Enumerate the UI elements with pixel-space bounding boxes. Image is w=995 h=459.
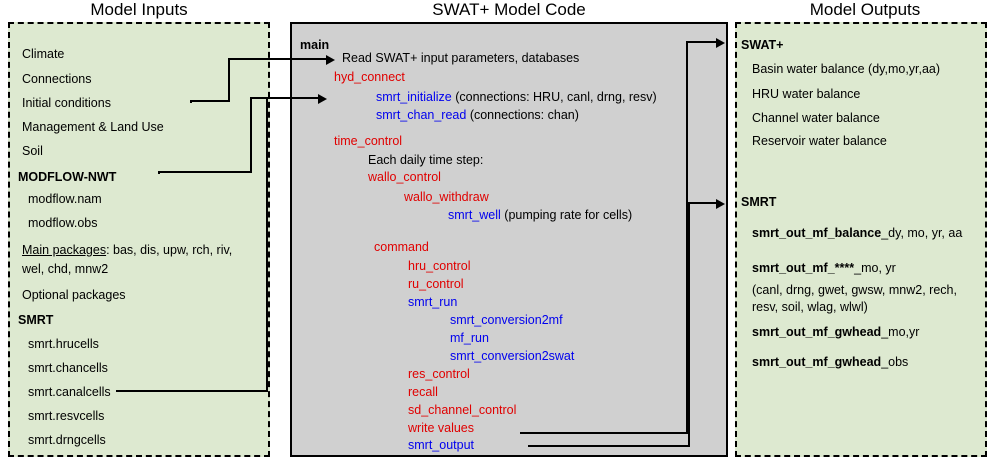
connector-inputs-1-h0 — [190, 100, 230, 102]
code-recall: recall — [408, 385, 438, 399]
connector-out-2-h2 — [688, 202, 718, 204]
arrow-head-smrt-initialize — [318, 94, 327, 104]
code-smrt-initialize-note: (connections: HRU, canl, drng, resv) — [455, 90, 657, 104]
connector-inputs-3-v — [266, 98, 268, 392]
input-main-packages-value: : bas, dis, upw, rch, riv, — [106, 243, 233, 257]
code-smrt-output: smrt_output — [408, 438, 475, 452]
output-item-mf-star-rest: _mo, yr — [854, 261, 896, 275]
title-model-code: SWAT+ Model Code — [432, 0, 586, 19]
code-sd-channel-control: sd_channel_control — [408, 403, 517, 417]
code-mf-run: mf_run — [450, 331, 489, 345]
output-item-mf-star-list1: (canl, drng, gwet, gwsw, mnw2, rech, — [752, 283, 957, 297]
code-smrt-initialize-name: smrt_initialize — [376, 90, 452, 104]
connector-out-2-h — [528, 445, 690, 447]
input-item-modflow-nam: modflow.nam — [28, 192, 102, 206]
input-item-modflow-obs: modflow.obs — [28, 216, 98, 230]
output-item-gwhead-obs — [752, 355, 908, 369]
connector-inputs-2-v — [250, 97, 252, 173]
input-item-management-land-use: Management & Land Use — [22, 120, 164, 134]
output-item-hru-wb: HRU water balance — [752, 87, 861, 101]
output-item-gwhead-obs-rest: _obs — [881, 355, 909, 369]
code-hyd-connect: hyd_connect — [334, 70, 405, 84]
connector-out-2-v — [688, 202, 690, 447]
output-item-mf-balance-bold: smrt_out_mf_balance — [752, 226, 882, 240]
output-item-basin-wb: Basin water balance (dy,mo,yr,aa) — [752, 62, 941, 76]
arrow-head-swat-outputs — [716, 38, 725, 48]
code-ru-control: ru_control — [408, 277, 464, 291]
code-smrt-well-note: (pumping rate for cells) — [504, 208, 633, 222]
input-item-smrt-canalcells: smrt.canalcells — [28, 385, 111, 399]
code-smrt-conversion2swat: smrt_conversion2swat — [450, 349, 575, 363]
output-item-mf-balance-rest: _dy, mo, yr, aa — [881, 226, 963, 240]
connector-out-1-h2 — [686, 41, 718, 43]
code-hru-control: hru_control — [408, 259, 471, 273]
input-item-smrt-hrucells: smrt.hrucells — [28, 337, 99, 351]
input-item-initial-conditions: Initial conditions — [22, 96, 111, 110]
input-item-smrt-resvcells: smrt.resvcells — [28, 409, 105, 423]
code-smrt-chan-read-name: smrt_chan_read — [376, 108, 467, 122]
output-item-mf-star-list2: resv, soil, wlag, wlwl) — [752, 300, 868, 314]
input-main-packages-value2: wel, chd, mnw2 — [22, 262, 109, 276]
output-item-reservoir-wb: Reservoir water balance — [752, 134, 887, 148]
code-write-values: write values — [408, 421, 474, 435]
output-item-mf-balance — [752, 226, 962, 240]
input-optional-packages: Optional packages — [22, 288, 126, 302]
code-time-control: time_control — [334, 134, 403, 148]
title-model-inputs: Model Inputs — [90, 0, 188, 19]
output-header-swat: SWAT+ — [741, 38, 784, 52]
panel-model-code — [290, 22, 728, 457]
code-res-control: res_control — [408, 367, 470, 381]
output-item-gwhead-obs-bold: smrt_out_mf_gwhead — [752, 355, 882, 369]
connector-inputs-1-h — [228, 58, 328, 60]
code-smrt-chan-read-note: (connections: chan) — [469, 108, 579, 122]
output-item-gwhead-rest: _mo,yr — [881, 325, 920, 339]
code-each-daily-step: Each daily time step: — [368, 153, 484, 167]
code-command: command — [374, 240, 429, 254]
connector-out-1-h — [520, 432, 688, 434]
code-smrt-well — [448, 208, 632, 222]
input-main-packages — [22, 243, 232, 257]
connector-inputs-1-v — [228, 58, 230, 102]
output-header-smrt: SMRT — [741, 195, 777, 209]
code-read-params: Read SWAT+ input parameters, databases — [342, 51, 580, 65]
arrow-head-read-params — [326, 55, 335, 65]
output-item-gwhead — [752, 325, 919, 339]
code-smrt-run: smrt_run — [408, 295, 458, 309]
input-header-modflow: MODFLOW-NWT — [18, 170, 117, 184]
input-item-climate: Climate — [22, 47, 65, 61]
code-smrt-well-name: smrt_well — [448, 208, 501, 222]
connector-inputs-3-h — [116, 390, 268, 392]
code-smrt-initialize — [376, 90, 657, 104]
input-item-soil: Soil — [22, 144, 43, 158]
code-smrt-conversion2mf: smrt_conversion2mf — [450, 313, 563, 327]
output-item-mf-star — [752, 261, 896, 275]
output-item-channel-wb: Channel water balance — [752, 111, 880, 125]
output-item-mf-star-bold: smrt_out_mf_**** — [752, 261, 855, 275]
connector-inputs-2-h0 — [158, 171, 252, 173]
code-wallo-control: wallo_control — [368, 170, 441, 184]
input-item-smrt-chancells: smrt.chancells — [28, 361, 108, 375]
code-wallo-withdraw: wallo_withdraw — [404, 190, 489, 204]
input-header-smrt: SMRT — [18, 313, 54, 327]
connector-inputs-2-h — [250, 97, 320, 99]
code-smrt-chan-read — [376, 108, 579, 122]
arrow-head-smrt-outputs — [716, 199, 725, 209]
input-main-packages-label: Main packages — [22, 243, 107, 257]
input-item-connections: Connections — [22, 72, 92, 86]
code-main: main — [300, 38, 330, 52]
input-item-smrt-drngcells: smrt.drngcells — [28, 433, 106, 447]
title-model-outputs: Model Outputs — [809, 0, 921, 19]
output-item-gwhead-bold: smrt_out_mf_gwhead — [752, 325, 882, 339]
